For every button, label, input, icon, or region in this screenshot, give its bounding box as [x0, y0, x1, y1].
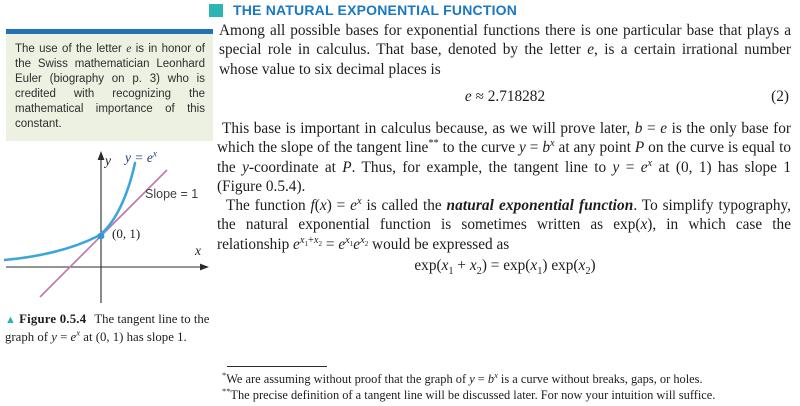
margin-note-body	[6, 34, 213, 141]
figure-caption	[5, 311, 213, 345]
point-label: (0, 1)	[112, 226, 141, 241]
paragraph-natural-exponential: The function $f(x) = e^x$ is called the natural exponential function. To simplify typography, the natural exponential function is sometimes written as exp(x), in which case the relationship $e^{x_1+x_2} = e^{x_1}e^{x_2}$ would be expressed as	[217, 195, 791, 253]
equation-e-value: e ≈ 2.718282	[464, 88, 546, 105]
paragraph-tangent: This base is important in calculus because, as we will prove later, b = e is the only base for which the slope of the tangent line** to the curve $y = b^x$ at any point P on the curve is equal to the y-coordinate at P. Thus, for example, the tangent line to $y = e^x$ at (0, 1) has slope 1 (Figure 0.5.4).	[217, 120, 792, 195]
figure-caption-number: Figure 0.5.4	[19, 312, 87, 326]
section-heading	[209, 3, 517, 17]
curve-label: $y = e^x$	[125, 148, 157, 165]
margin-note-text: The use of the letter e is in honor of the Swiss mathematician Leonhard Euler (biography on p. 3) who is credited with recognizing the mathematical importance of this constant.	[15, 43, 205, 130]
y-axis-arrow-icon	[98, 151, 105, 160]
footnote-2: **The precise definition of a tangent line will be discussed later. For now your intuition will suffice.	[222, 385, 716, 402]
equation-number: (2)	[771, 88, 789, 105]
section-square-icon	[209, 4, 223, 17]
footnote-rule	[227, 366, 327, 367]
exponential-graph	[4, 150, 214, 310]
footnote-1: *We are assuming without proof that the graph of $y = b^x$ is a curve without breaks, gaps, or holes.	[222, 369, 703, 386]
x-axis-label: x	[195, 243, 201, 258]
display-equation-exp: $\exp(x_1 + x_2) = \exp(x_1)$ $\exp(x_2)$	[414, 257, 596, 278]
section-title: THE NATURAL EXPONENTIAL FUNCTION	[233, 2, 518, 18]
slope-label: Slope = 1	[145, 187, 199, 201]
figure-caption-text: The tangent line to the graph of $y = e^x$ at (0, 1) has slope 1.	[5, 312, 210, 344]
x-axis-arrow-icon	[200, 264, 209, 271]
margin-note-box	[6, 29, 213, 141]
figure-marker-triangle-icon: ▲	[5, 314, 16, 326]
tangent-point-dot	[98, 233, 105, 240]
display-equation-e	[219, 88, 791, 106]
y-axis-label: y	[105, 153, 111, 168]
exp-curve	[4, 163, 135, 260]
figure-graph	[4, 150, 214, 310]
paragraph-intro: Among all possible bases for exponential functions there is one particular base that plays a special role in calculus. That base, denoted by the letter e, is a certain irrational number whose value to six decimal places is	[219, 22, 791, 78]
